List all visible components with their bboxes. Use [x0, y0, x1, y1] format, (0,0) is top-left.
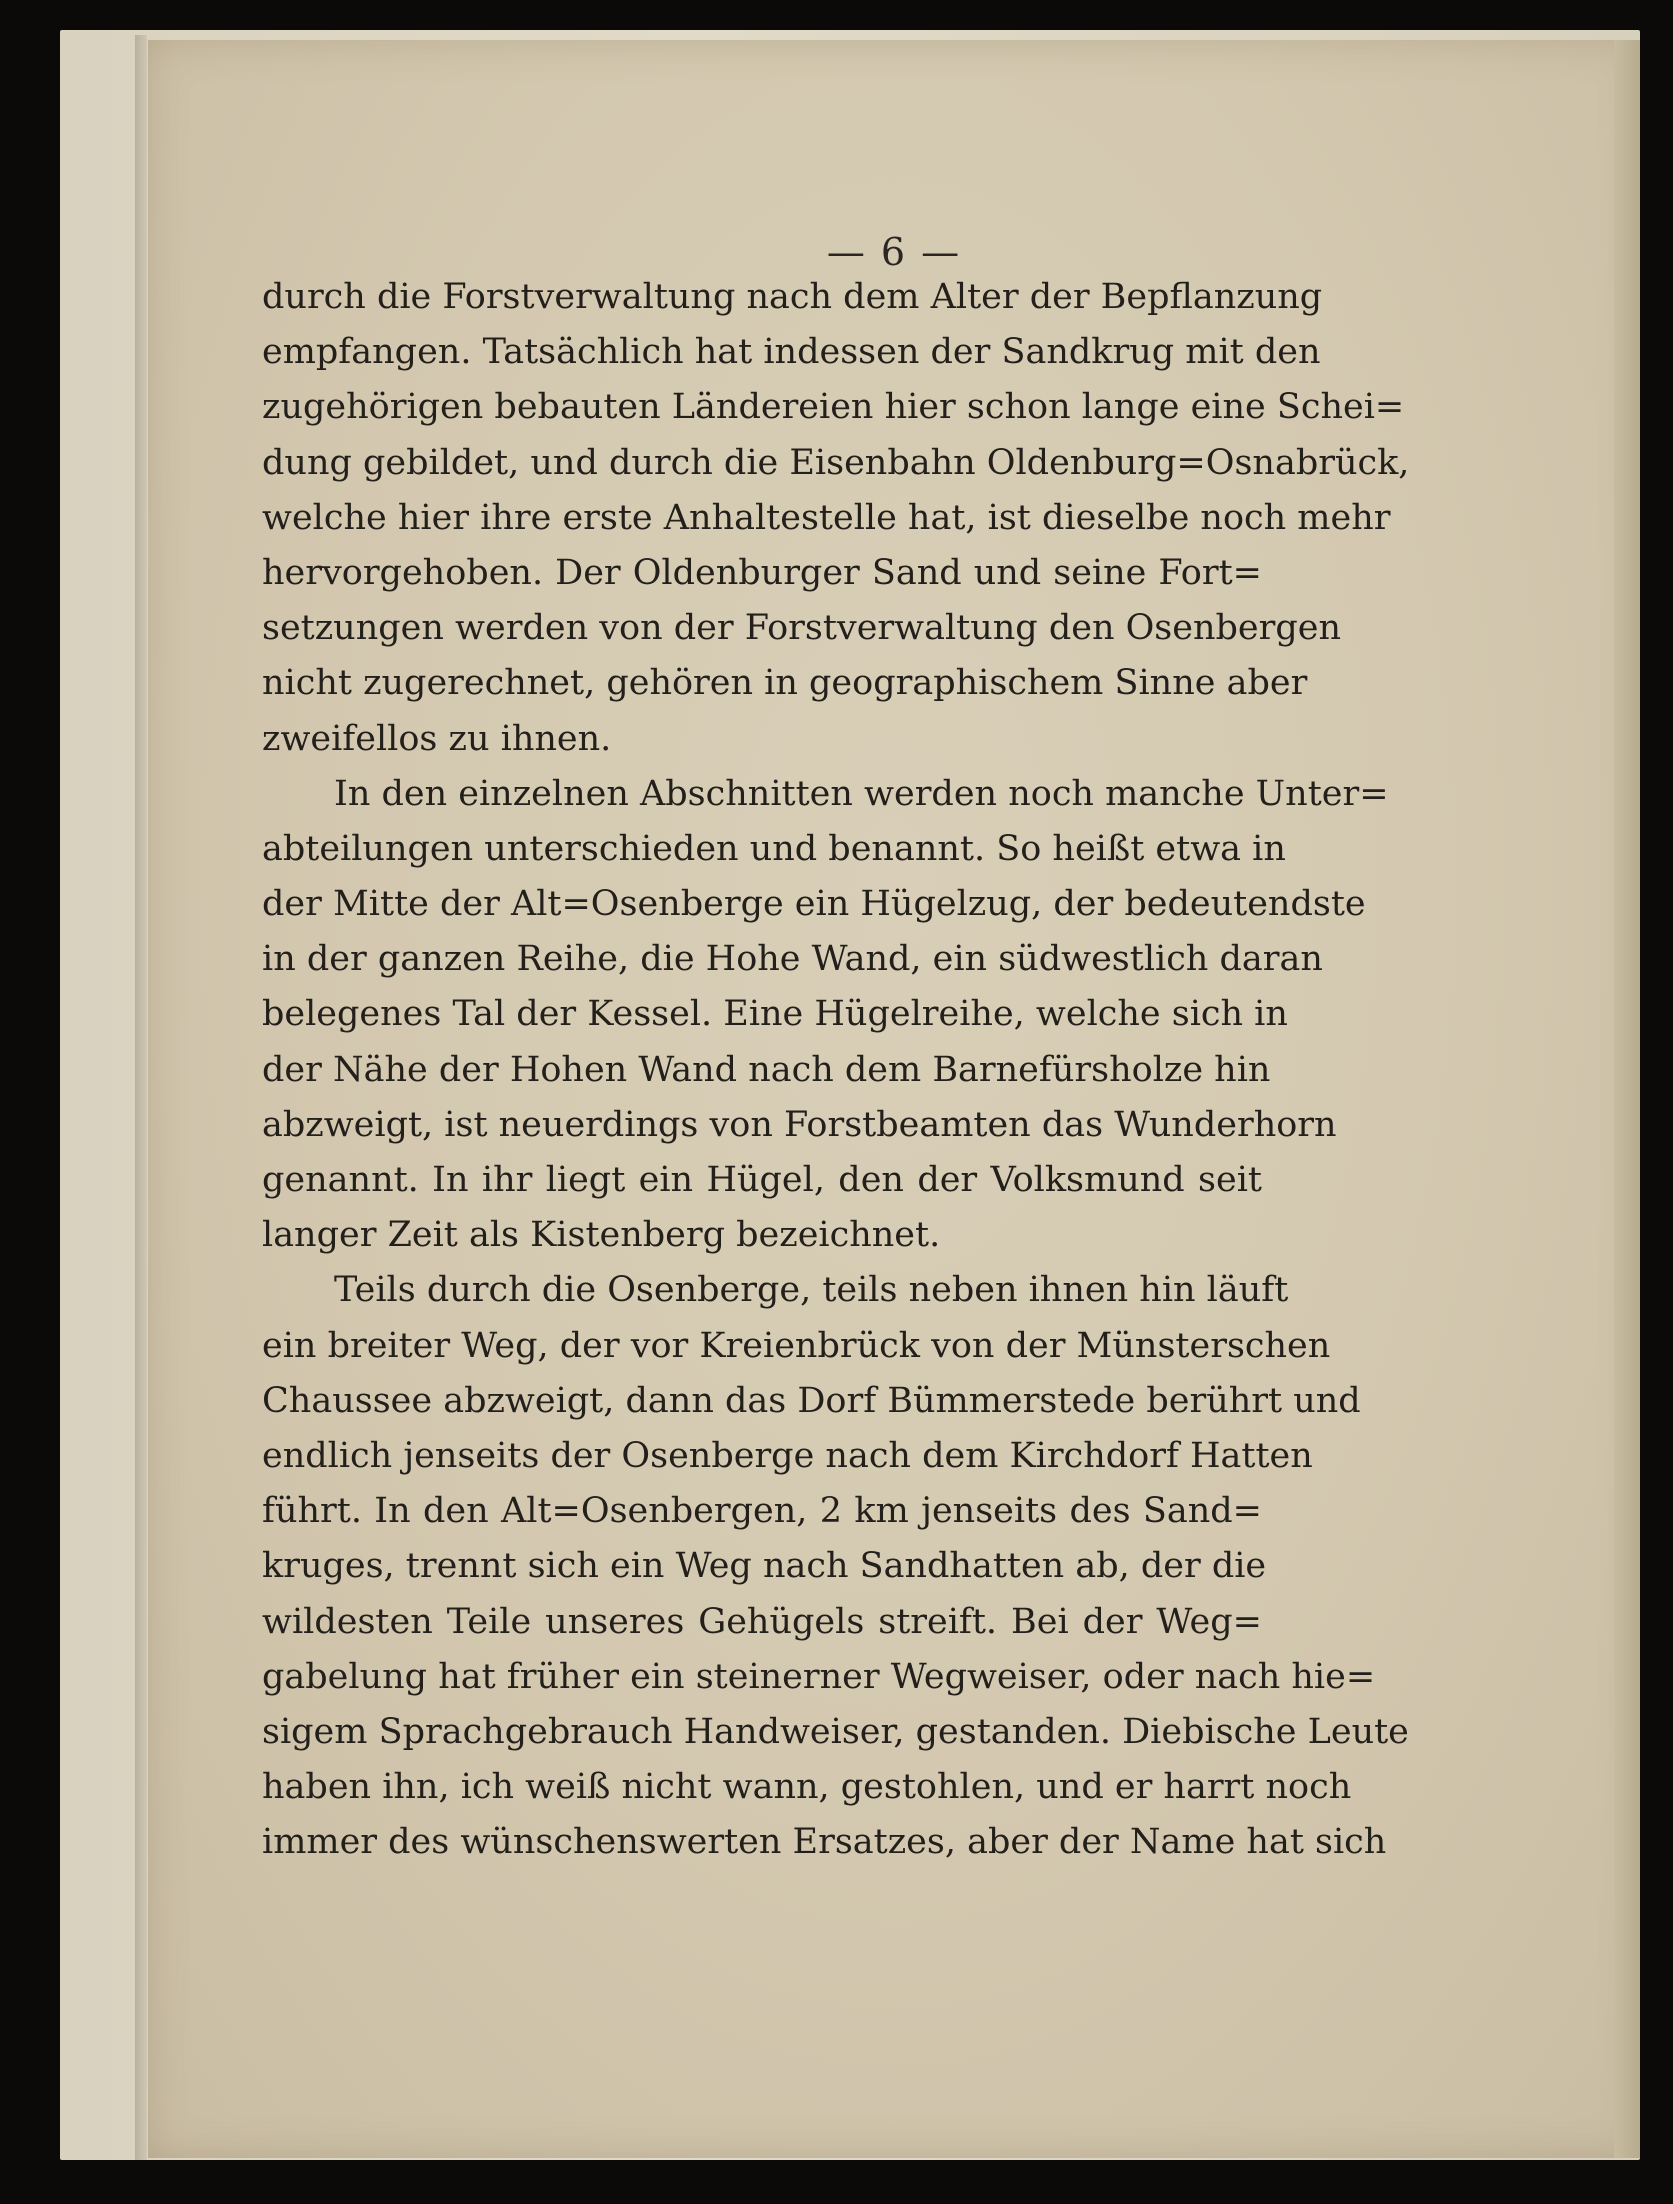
text-line: sigem Sprachgebrauch Handweiser, gestanden. Diebische Leute	[262, 1711, 1409, 1752]
text-line: langer Zeit als Kistenberg bezeichnet.	[262, 1215, 941, 1256]
text-line: Chaussee abzweigt, dann das Dorf Bümmerstede berührt und	[262, 1380, 1361, 1421]
page-number: — 6 —	[826, 230, 962, 274]
text-line: zweifellos zu ihnen.	[262, 718, 612, 759]
paragraph-1	[262, 270, 1410, 767]
paragraph-2	[262, 767, 1389, 1264]
text-line: setzungen werden von der Forstverwaltung den Osenbergen	[262, 608, 1342, 649]
text-line: durch die Forstverwaltung nach dem Alter der Bepflanzung	[262, 277, 1323, 317]
text-line: genannt. In ihr liegt ein Hügel, den der Volksmund seit	[262, 1160, 1262, 1200]
page-edge	[135, 35, 147, 2160]
paragraph-3	[262, 1263, 1409, 1870]
text-line: welche hier ihre erste Anhaltestelle hat, ist dieselbe noch mehr	[262, 497, 1391, 538]
text-line: zugehörigen bebauten Ländereien hier schon lange eine Schei=	[262, 387, 1405, 428]
text-line: hervorgehoben. Der Oldenburger Sand und seine Fort=	[262, 552, 1262, 593]
text-line: empfangen. Tatsächlich hat indessen der Sandkrug mit den	[262, 332, 1321, 373]
text-line: wildesten Teile unseres Gehügels streift. Bei der Weg=	[262, 1601, 1262, 1642]
text-line: abzweigt, ist neuerdings von Forstbeamten das Wunderhorn	[262, 1104, 1337, 1145]
text-line: In den einzelnen Abschnitten werden noch manche Unter=	[334, 773, 1389, 814]
text-line: gabelung hat früher ein steinerner Wegweiser, oder nach hie=	[262, 1656, 1376, 1697]
text-line: dung gebildet, und durch die Eisenbahn Oldenburg=Osnabrück,	[262, 442, 1410, 483]
body-text	[262, 270, 1410, 1870]
text-line: abteilungen unterschieden und benannt. So heißt etwa in	[262, 828, 1286, 869]
text-line: endlich jenseits der Osenberge nach dem Kirchdorf Hatten	[262, 1435, 1313, 1476]
text-line: der Mitte der Alt=Osenberge ein Hügelzug, der bedeutendste	[262, 884, 1366, 925]
text-line: haben ihn, ich weiß nicht wann, gestohlen, und er harrt noch	[262, 1767, 1352, 1808]
text-line: in der ganzen Reihe, die Hohe Wand, ein südwestlich daran	[262, 939, 1323, 980]
page-gutter	[1614, 40, 1640, 2158]
text-line: nicht zugerechnet, gehören in geographischem Sinne aber	[262, 663, 1308, 704]
text-line: Teils durch die Osenberge, teils neben ihnen hin läuft	[334, 1270, 1289, 1311]
text-line: führt. In den Alt=Osenbergen, 2 km jenseits des Sand=	[262, 1491, 1262, 1532]
text-line: ein breiter Weg, der vor Kreienbrück von der Münsterschen	[262, 1325, 1331, 1366]
text-line: immer des wünschenswerten Ersatzes, aber der Name hat sich	[262, 1822, 1387, 1863]
text-line: der Nähe der Hohen Wand nach dem Barnefürsholze hin	[262, 1049, 1271, 1090]
text-line: kruges, trennt sich ein Weg nach Sandhatten ab, der die	[262, 1546, 1267, 1587]
text-line: belegenes Tal der Kessel. Eine Hügelreihe, welche sich in	[262, 994, 1288, 1035]
